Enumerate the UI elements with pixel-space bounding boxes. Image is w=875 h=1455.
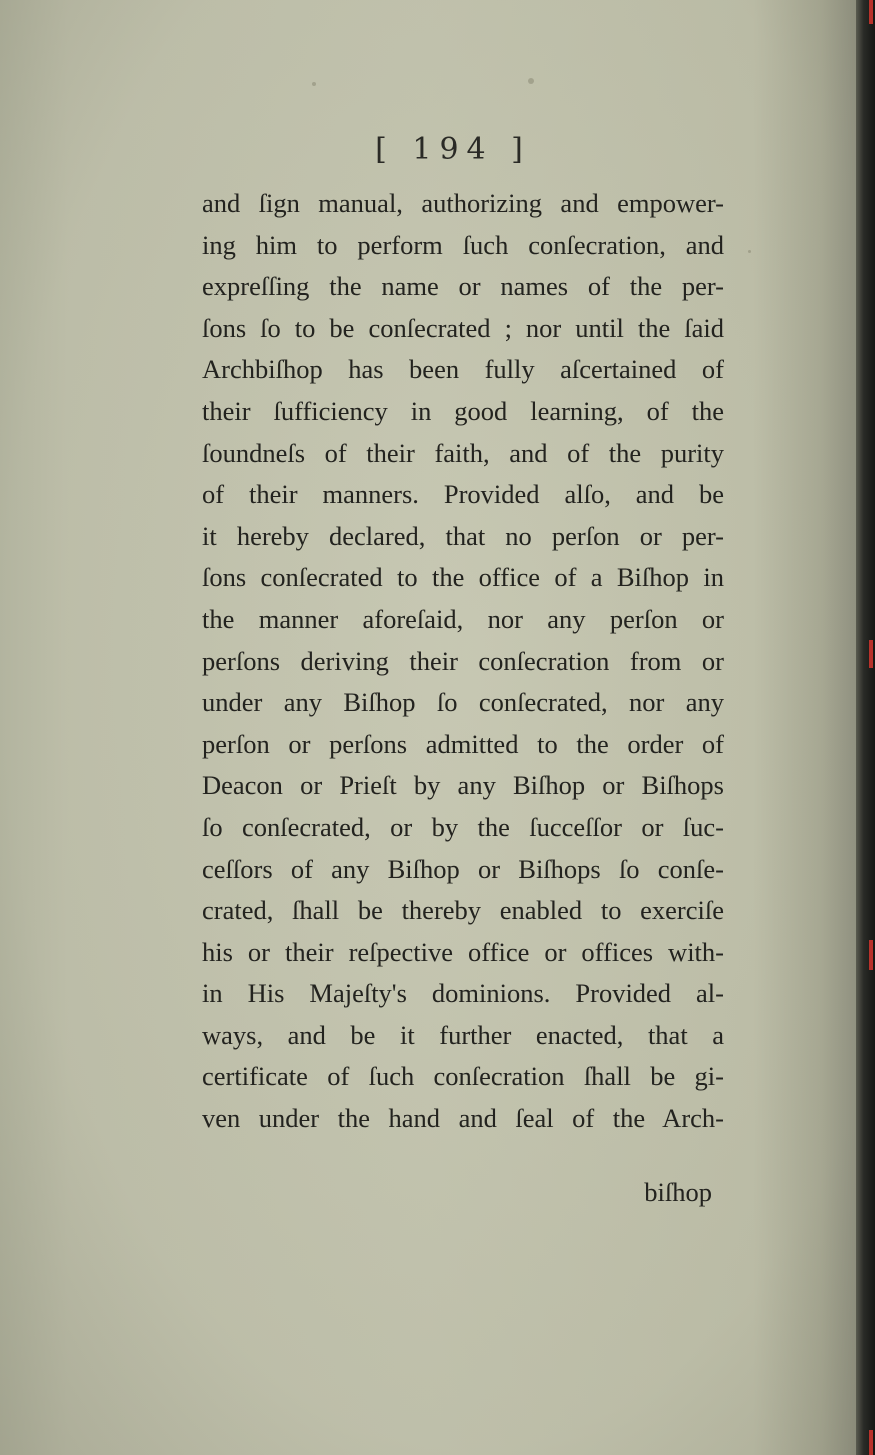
text-line: expreſſing the name or names of the per-	[202, 271, 724, 302]
text-line: ſons ſo to be conſecrated ; nor until the ſaid	[202, 312, 724, 343]
spine-color-mark	[869, 940, 873, 970]
paper-stain	[748, 250, 751, 253]
body-text	[202, 183, 724, 1140]
text-line: ven under the hand and ſeal of the Arch-	[202, 1103, 724, 1134]
paper-stain	[528, 78, 534, 84]
text-line: ſo conſecrated, or by the ſucceſſor or ſuc-	[202, 811, 724, 842]
text-line: in His Majeſty's dominions. Provided al-	[202, 978, 724, 1009]
text-line: perſon or perſons admitted to the order of	[202, 728, 724, 759]
text-line: under any Biſhop ſo conſecrated, nor any	[202, 687, 724, 718]
text-line: perſons deriving their conſecration from or	[202, 645, 724, 676]
spine-color-mark	[869, 640, 873, 668]
text-line: ceſſors of any Biſhop or Biſhops ſo conſe-	[202, 853, 724, 884]
page-number-header: [ 194 ]	[375, 132, 531, 167]
text-line: certificate of ſuch conſecration ſhall be gi-	[202, 1061, 724, 1092]
text-line: ways, and be it further enacted, that a	[202, 1019, 724, 1050]
paper-stain	[312, 82, 316, 86]
spine-color-mark	[869, 0, 873, 24]
text-line: Deacon or Prieſt by any Biſhop or Biſhops	[202, 770, 724, 801]
text-line: of their manners. Provided alſo, and be	[202, 479, 724, 510]
text-line: Archbiſhop has been fully aſcertained of	[202, 354, 724, 385]
text-line: the manner aforeſaid, nor any perſon or	[202, 603, 724, 634]
text-line: and ſign manual, authorizing and empower-	[202, 188, 724, 218]
text-line: crated, ſhall be thereby enabled to exerciſe	[202, 895, 724, 926]
text-line: ing him to perform ſuch conſecration, and	[202, 229, 724, 260]
page-edge-shadow	[856, 0, 875, 1455]
spine-color-mark	[869, 1430, 873, 1455]
text-line: his or their reſpective office or offices with-	[202, 936, 724, 967]
text-line: their ſufficiency in good learning, of the	[202, 395, 724, 426]
text-line: ſons conſecrated to the office of a Biſhop in	[202, 562, 724, 593]
catchword: biſhop	[644, 1177, 712, 1207]
text-line: it hereby declared, that no perſon or per-	[202, 520, 724, 551]
text-line: ſoundneſs of their faith, and of the purity	[202, 437, 724, 468]
